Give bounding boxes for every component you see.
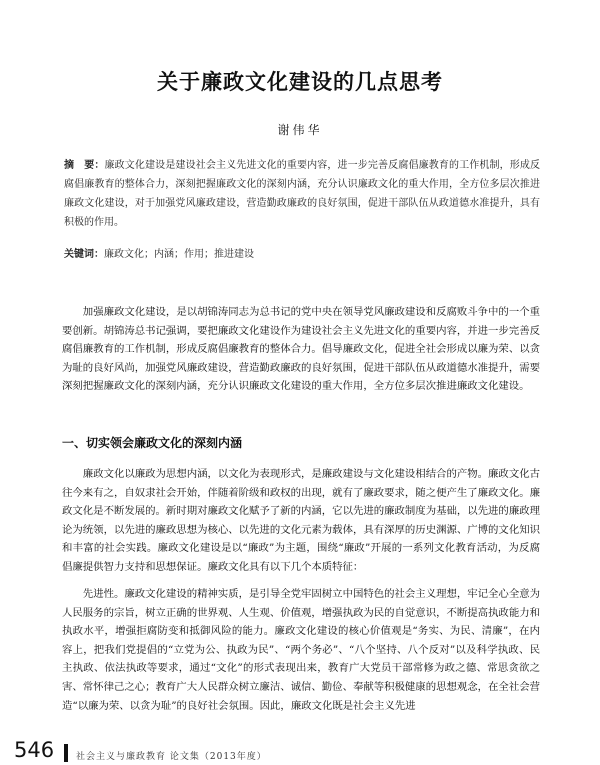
body-paragraph: 先进性。廉政文化建设的精神实质，是引导全党牢固树立中国特色的社会主义理想，牢记全心全意为人民服务的宗旨，树立正确的世界观、人生观、价值观，增强执政为民的自觉意识，不断提高执政能力和执政水平，增强拒腐防变和抵御风险的能力。廉政文化建设的核心价值观是“务实、为民、清廉”，在内容上，把我们党提倡的“立党为公、执政为民”、“两个务必”、“八个坚持、八个反对”以及科学执政、民主执政、依法执政等要求，通过“文化”的形式表现出来，教育广大党员干部常修为政之德、常思贪欲之害、常怀律己之心；教育广大人民群众树立廉洁、诚信、勤俭、奉献等积极健康的思想观念，在全社会营造“以廉为荣、以贪为耻”的良好社会氛围。因此，廉政文化既是社会主义先进	[62, 588, 540, 712]
running-title: 社会主义与廉政教育 论文集（2013年度）	[76, 752, 267, 762]
section-heading: 一、切实领会廉政文化的深刻内涵	[62, 436, 243, 450]
page-footer	[0, 738, 600, 765]
footer-divider	[64, 744, 68, 762]
keywords-label: 关键词：	[64, 249, 104, 260]
page-number: 546	[14, 738, 55, 762]
keywords-text: 廉政文化；内涵；作用；推进建设	[104, 249, 254, 260]
intro-paragraph: 加强廉政文化建设，是以胡锦涛同志为总书记的党中央在领导党风廉政建设和反腐败斗争中的一个重要创新。胡锦涛总书记强调，要把廉政文化建设作为建设社会主义先进文化的重要内容，并进一步完善反腐倡廉教育的工作机制，形成反腐倡廉教育的整体合力。倡导廉政文化，促进全社会形成以廉为荣、以贪为耻的良好风尚，加强党风廉政建设，营造勤政廉政的良好氛围，促进干部队伍从政道德水准提升，需要深刻把握廉政文化的深刻内涵，充分认识廉政文化建设的重大作用，全方位多层次推进廉政文化建设。	[62, 306, 540, 393]
abstract	[64, 156, 540, 232]
article-title: 关于廉政文化建设的几点思考	[157, 70, 443, 94]
author-name: 谢伟华	[277, 123, 323, 137]
abstract-label: 摘 要：	[64, 160, 105, 171]
keywords	[64, 245, 540, 264]
abstract-text: 廉政文化建设是建设社会主义先进文化的重要内容，进一步完善反腐倡廉教育的工作机制，形成反腐倡廉教育的整体合力，深刻把握廉政文化的深刻内涵，充分认识廉政文化的重大作用，全方位多层次推进廉政文化建设，对于加强党风廉政建设，营造勤政廉政的良好氛围，促进干部队伍从政道德水准提升，具有积极的作用。	[64, 160, 541, 228]
body-paragraph: 廉政文化以廉政为思想内涵，以文化为表现形式，是廉政建设与文化建设相结合的产物。廉政文化古往今来有之，自奴隶社会开始，伴随着阶级和政权的出现，就有了廉政要求，随之便产生了廉政文化。廉政文化是不断发展的。新时期对廉政文化赋予了新的内涵，它以先进的廉政制度为基础，以先进的廉政理论为统领，以先进的廉政思想为核心、以先进的文化元素为载体，具有深厚的历史渊源、广博的文化知识和丰富的社会实践。廉政文化建设是以“廉政”为主题，围绕“廉政”开展的一系列文化教育活动，为反腐倡廉提供智力支持和思想保证。廉政文化具有以下几个本质特征：	[62, 468, 540, 573]
